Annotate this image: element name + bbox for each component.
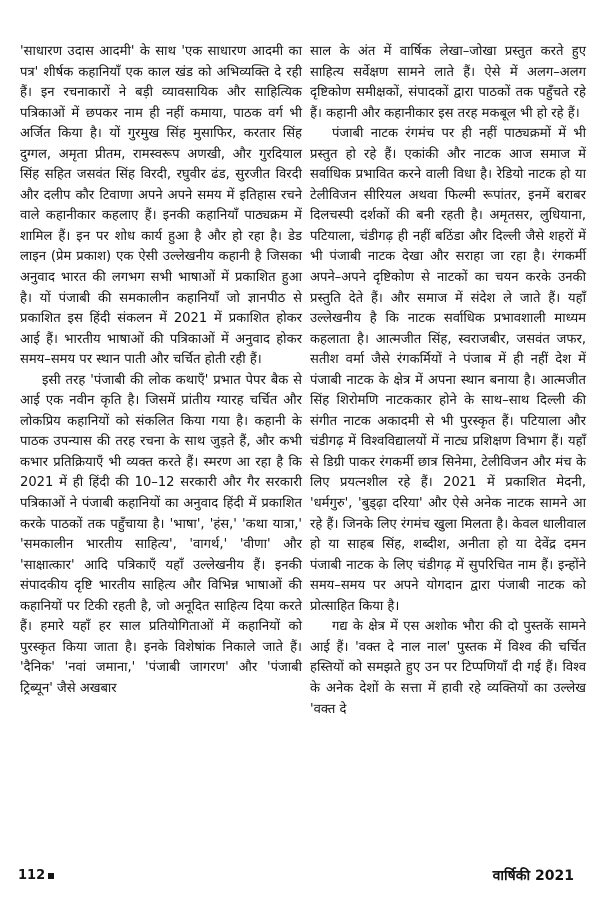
left-text-column [20,42,302,700]
page-number-text: 112 [18,868,46,883]
paragraph: साल के अंत में वार्षिक लेखा–जोखा प्रस्तुत करते हुए साहित्य सर्वेक्षण सामने लाते हैं। ऐसे में अलग–अलग दृष्टिकोण समीक्षकों, संपादकों द्वारा पाठकों तक पहुँचते रहे हैं। कहानी और कहानीकार इस तरह मकबूल भी हो रहे हैं। [310,44,586,121]
bullet-icon [48,873,54,879]
paragraph: इसी तरह 'पंजाबी की लोक कथाएँ' प्रभात पेपर बैक से आई एक नवीन कृति है। जिसमें प्रांतीय ग्यारह चर्चित और लोकप्रिय कहानियों को संकलित किया गया है। कहानी के पाठक उपन्यास की तरह रचना के साथ जुड़ते हैं, और कभी कभार प्रतिक्रियाएँ भी व्यक्त करते हैं। स्मरण आ रहा है कि 2021 में ही हिंदी की 10–12 सरकारी और गैर सरकारी पत्रिकाओं ने पंजाबी कहानियों का अनुवाद हिंदी में प्रकाशित करके पाठकों तक पहुँचाया है। 'भाषा', 'हंस,' 'कथा यात्रा,' 'समकालीन भारतीय साहित्य', 'वागर्थ,' 'वीणा' और 'साक्षात्कार' आदि पत्रिकाएँ यहाँ उल्लेखनीय हैं। इनकी संपादकीय दृष्टि भारतीय साहित्य और विभिन्न भाषाओं की कहानियों पर टिकी रहती है, जो अनूदित साहित्य दिया करते हैं। हमारे यहाँ हर साल प्रतियोगिताओं में कहानियों को पुरस्कृत किया जाता है। इनके विशेषांक निकाले जाते हैं। 'दैनिक' 'नवां जमाना,' 'पंजाबी जागरण' और 'पंजाबी ट्रिब्यून' जैसे अखबार [20,372,302,696]
paragraph: 'साधारण उदास आदमी' के साथ 'एक साधारण आदमी का पत्र' शीर्षक कहानियाँ एक काल खंड को अभिव्यक्ति दे रही हैं। इन रचनाकारों ने बड़ी व्यावसायिक और साहित्यिक पत्रिकाओं में छपकर नाम ही नहीं कमाया, पाठक वर्ग भी अर्जित किया है। यों गुरमुख सिंह मुसाफिर, करतार सिंह दुग्गल, अमृता प्रीतम, रामस्वरूप अणखी, और गुरदियाल सिंह सहित जसवंत सिंह विरदी, रघुवीर ढंड, सुरजीत विरदी और दलीप कौर टिवाणा अपने अपने समय में इतिहास रचने वाले कहानीकार कहलाए हैं। इनकी कहानियाँ पाठ्यक्रम में शामिल हैं। इन पर शोध कार्य हुआ है और हो रहा है। डेड लाइन (प्रेम प्रकाश) एक ऐसी उल्लेखनीय कहानी है जिसका अनुवाद भारत की लगभग सभी भाषाओं में प्रकाशित हुआ है। यों पंजाबी की समकालीन कहानियाँ जो ज्ञानपीठ से प्रकाशित इस हिंदी संकलन में 2021 में प्रकाशित होकर आई हैं। भारतीय भाषाओं की पत्रिकाओं में अनुवाद होकर समय–समय पर स्थान पाती और चर्चित होती रही हैं। [20,44,302,368]
paragraph: पंजाबी नाटक रंगमंच पर ही नहीं पाठ्यक्रमों में भी प्रस्तुत हो रहे हैं। एकांकी और नाटक आज समाज में सर्वाधिक प्रभावित करने वाली विधा है। रेडियो नाटक हो या टेलीविजन सीरियल अथवा फिल्मी रूपांतर, इनमें बराबर दिलचस्पी दर्शकों की बनी रहती है। अमृतसर, लुधियाना, पटियाला, चंडीगढ़ ही नहीं बठिंडा और दिल्ली जैसे शहरों में भी पंजाबी नाटक देखा और सराहा जा रहा है। रंगकर्मी अपने–अपने दृष्टिकोण से नाटकों का चयन करके उनकी प्रस्तुति देते हैं। और समाज में संदेश ले जाते हैं। यहाँ उल्लेखनीय है कि नाटक सर्वाधिक प्रभावशाली माध्यम कहलाता है। आत्मजीत सिंह, स्वराजबीर, जसवंत जफर, सतीश वर्मा जैसे रंगकर्मियों ने पंजाब में ही नहीं देश में पंजाबी नाटक के क्षेत्र में अपना स्थान बनाया है। आत्मजीत सिंह शिरोमणि नाटककार होने के साथ–साथ दिल्ली की संगीत नाटक अकादमी से भी पुरस्कृत हैं। पटियाला और चंडीगढ़ में विश्वविद्यालयों में नाट्य प्रशिक्षण विभाग हैं। यहाँ से डिग्री पाकर रंगकर्मी छात्र सिनेमा, टेलीविजन और मंच के लिए प्रयत्नशील रहे हैं। 2021 में प्रकाशित मेदनी, 'धर्मगुरु', 'बुड्ढ़ा दरिया' और ऐसे अनेक नाटक सामने आ रहे हैं। जिनके लिए रंगमंच खुला मिलता है। केवल धालीवाल हो या साहब सिंह, शब्दीश, अनीता हो या देवेंद्र दमन पंजाबी नाटक के लिए चंडीगढ़ में सुपरिचित नाम हैं। इन्होंने समय–समय पर अपने योगदान द्वारा पंजाबी नाटक को प्रोत्साहित किया है। [310,126,586,614]
page-number [18,868,54,883]
paragraph: गद्य के क्षेत्र में एस अशोक भौरा की दो पुस्तकें सामने आई हैं। 'वक्त दे नाल नाल' पुस्तक में विश्व की चर्चित हस्तियों को समझते हुए उन पर टिप्पणियाँ दी गई हैं। विश्व के अनेक देशों के सत्ता में हावी रहे व्यक्तियों का उल्लेख 'वक्त दे [310,619,586,717]
right-text-column [310,42,586,720]
publication-name: वार्षिकी 2021 [492,868,574,884]
